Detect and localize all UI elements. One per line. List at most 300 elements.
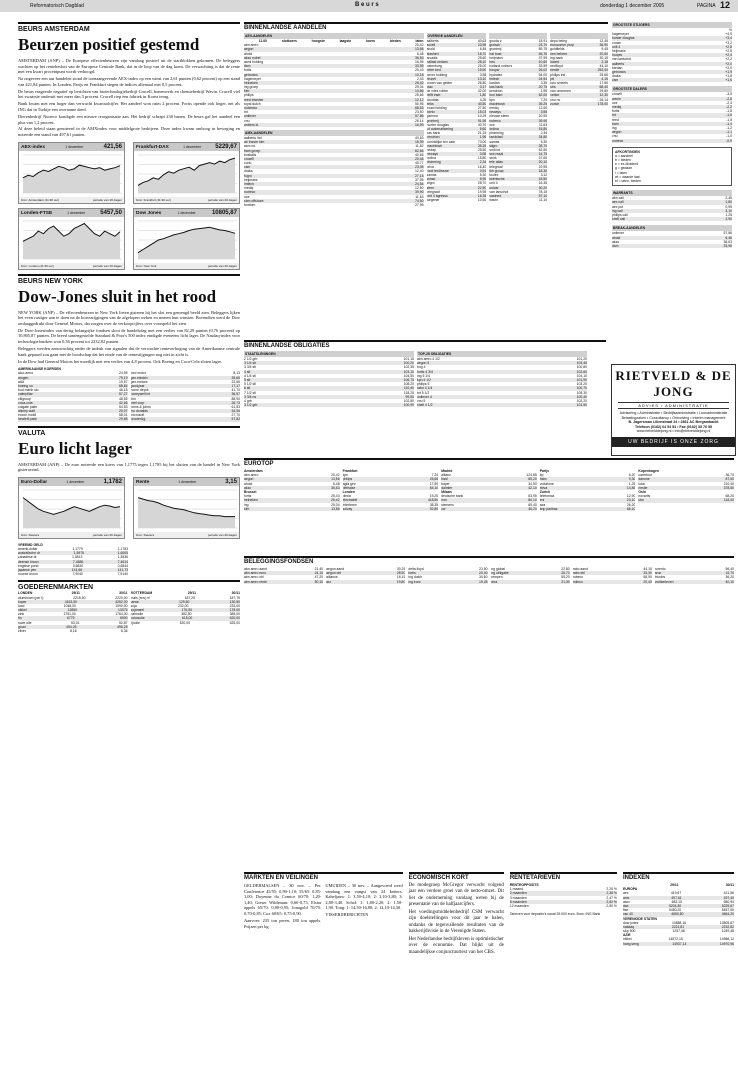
ad-logo: RIETVELD & DE JONG: [615, 368, 732, 399]
overige-stock-row-cell: 178,00: [597, 101, 609, 106]
amx-stock-row-cell: crucell: [244, 156, 254, 161]
amx-stock-row-cell: 11,82: [415, 144, 424, 149]
afkorting-item: wl = waarde laat: [615, 174, 640, 179]
aex-stock-row-cell: 16,99: [415, 122, 424, 127]
goederen-header-cell: 30/11: [119, 591, 128, 596]
index-cell: ascx: [622, 899, 630, 904]
overige-stock-row-cell: kardan: [489, 80, 500, 85]
amx-stock-row-cell: air france klm: [244, 140, 265, 145]
eurotop-cell: 29,04: [331, 502, 340, 507]
staatslening-row-cell: 4 stl: [244, 369, 251, 374]
economisch-paragraph: De modegroep McGregor verwacht volgend jaar een verdere groei van de netto-omzet. Dit liet de onderneming vandaag weten bij de presentatie van de halfjaarcijfers.: [408, 883, 504, 908]
indexen-group-name: VERENIGDE STATEN: [622, 916, 657, 921]
chart-plot: [134, 217, 239, 263]
overige-stock-row-cell: kendrion: [489, 89, 503, 94]
overige-stock-row-cell: macintosh: [489, 101, 505, 106]
eurotop-column: [343, 469, 439, 511]
overige-stock-row-cell: gamma: [426, 114, 438, 119]
daler-row-cell: tnt: [612, 113, 616, 118]
break-title: BREAK-AANDELEN: [612, 225, 732, 231]
chart-area: [138, 158, 235, 193]
eurotop-cell: nestle: [638, 485, 648, 490]
goederen-row-cell: koper: [18, 599, 27, 604]
eurotop-cell: fortis: [244, 494, 252, 499]
fonds-cell: abn amro obl: [244, 575, 264, 580]
amx-stock-row-cell: 62,66: [415, 148, 424, 153]
goederen-tables: [18, 591, 240, 633]
break-row: [612, 244, 732, 248]
chart-footer: [19, 532, 124, 538]
index-chart: [18, 142, 125, 204]
goederen-row-cell: zink: [18, 612, 25, 617]
markten-paragraph: GELDERMALSEN – 30 nov. – Per. Conference 45/55: 0,90-1,10; 55/65: 0,85-1,00; Doyenne du Comice 60/70: 1,20-1,40; Gieser Wildeman: 0,60-0,75; Elstar appels 65/70: 0,80-0,95; Jonagold 70/75: 0,70-0,85; Cox 60/65: 0,75-0,90.: [244, 883, 322, 916]
eurotop-cell: ahold: [244, 481, 253, 486]
fonds-cell: 50,10: [314, 579, 324, 584]
newspaper-name: Reformatorisch Dagblad: [30, 3, 84, 9]
index-cell: 1257,48: [672, 929, 685, 934]
rente-row-cell: 2,62 %: [606, 899, 617, 904]
us-stock-row-cell: bud marth slo: [18, 388, 39, 393]
amx-stock-row-cell: 74,50: [415, 198, 424, 203]
overige-stock-row-cell: 91,95: [477, 118, 487, 123]
afkorting-item: e = ex-dividend: [615, 162, 639, 167]
economisch-paragraph: Het voedingsmiddelenbedrijf CSM verwacht zijn doelstellingen voor dit jaar te halen, ondanks de tegenvallende resultaten van de bakkerijdivisie in de Verenigde Staten.: [408, 910, 504, 935]
amsterdam-paragraph: Al deze beleid staan genoteerd in de AMXindex voor middelgrote bedrijven. Deze index kwam omhoog in beweging en noteerde een stand van 497,61 punten.: [18, 126, 240, 138]
eurotop-cell: telefonica: [539, 494, 555, 499]
eurotop-cell: philips: [342, 477, 353, 482]
overige-stock-row-cell: beter bed: [426, 68, 441, 73]
us-stock-row-cell: coca-cola: [18, 400, 33, 405]
top25-row-cell: bng 4: [417, 365, 426, 370]
goederen-header-cell: 29/11: [71, 591, 80, 596]
goederen-row-cell: 6775: [67, 616, 75, 621]
fonds-cell: abn amro rente: [244, 579, 267, 584]
fonds-cell: rabo aand: [572, 567, 588, 571]
fonds-cell: 30,25: [396, 567, 406, 571]
fonds-cell: 24,15: [314, 571, 324, 576]
index-cell: 14872,15: [668, 937, 683, 942]
overige-stock-row-cell: van ommeren: [550, 89, 571, 94]
fonds-cell: triodos: [654, 575, 666, 580]
overige-stock-row-cell: 2,34: [479, 160, 487, 165]
aex-header-cell: laagste: [339, 39, 352, 43]
overige-stock-row-cell: 4,25: [479, 97, 487, 102]
daler-row-cell: bam: [612, 121, 619, 126]
amx-stock-row-cell: oce: [244, 194, 250, 199]
obligaties-title: BINNENLANDSE OBLIGATIES: [244, 340, 606, 349]
aex-stock-row-cell: 23,50: [415, 110, 424, 115]
overige-stock-row-cell: brunel: [426, 76, 436, 81]
indexen-header-cell: 29/11: [670, 883, 679, 887]
amerikaanse-col-2: [131, 371, 241, 421]
page-label: PAGINA: [697, 3, 716, 9]
overige-stock-row-cell: 25,66: [599, 72, 609, 77]
aex-stock-row-cell: klm: [244, 89, 250, 94]
aex-stock-row-cell: 50,95: [415, 101, 424, 106]
markten-paragraph: VISSERIJBERICHTEN: [325, 912, 369, 918]
eurotop-cell: 23,10: [626, 498, 636, 503]
amx-stock-row-cell: mediq: [244, 186, 254, 191]
eurotop-city: Amsterdam: [244, 469, 263, 473]
overige-stock-row-cell: 30,15: [599, 55, 609, 60]
fonds-cell: 20,40: [479, 571, 488, 576]
eurotop-block: [244, 458, 734, 511]
overige-stock-row-cell: 11,10: [538, 198, 548, 203]
overige-stock-row: [550, 102, 608, 106]
eurotop-cell: 80,10: [528, 498, 537, 503]
aex-stock-row-cell: 25,66: [415, 93, 424, 98]
aex-stock-row-cell: 33,95: [415, 64, 424, 69]
fonds-row: [244, 580, 323, 584]
amx-stock-row-cell: 20,46: [415, 156, 424, 161]
eurotop-cell: deutsche bank: [441, 494, 464, 499]
fonds-cell: snsr: [654, 571, 662, 576]
vreemd-geld-row-cell: amerik.dollar: [18, 547, 38, 551]
chart-title-bar: [134, 478, 239, 486]
vreemd-geld-table: [18, 543, 240, 577]
goederen-row-cell: kokosolie: [130, 616, 145, 621]
eurotop-cell: 20,42: [331, 473, 340, 478]
goederen-row-cell: 129,50: [179, 599, 190, 604]
index-cell: ftse: [622, 908, 629, 913]
amx-stock-row-cell: 11,63: [415, 194, 424, 199]
eurotop-cell: aegon: [244, 477, 254, 482]
eurotop-cell: daimler: [441, 485, 453, 490]
staatslening-row-cell: 3 1/2 grb: [244, 403, 258, 408]
overige-stock-row-cell: 3,17: [479, 85, 487, 90]
overige-aandelen-label: OVERIGE AANDELEN: [427, 33, 487, 39]
stijger-row-cell: +1,8: [725, 74, 732, 79]
overige-stock-row-cell: nedap: [426, 147, 436, 152]
aex-stock-row-cell: 6,48: [416, 51, 424, 56]
overige-stock-row-cell: depo beleg: [550, 39, 567, 43]
fonds-cell: abn amro euro: [244, 571, 267, 576]
stijger-row-cell: +1,9: [725, 69, 732, 74]
overige-stock-row-cell: roto smeets: [550, 80, 568, 85]
top25-row-cell: 103,20: [576, 382, 587, 387]
goederen-row-cell: 233,00: [229, 603, 240, 608]
overige-stock-row-cell: 10,25: [477, 114, 487, 119]
newyork-paragraph: Beleggers werden zenuwachtig onder de indruk van signalen dat de verwachte renteverhoging van de Amerikaanse centrale bank gepaard zou gaan met de boodschap dat het einde van de rentestijgingen nog niet in zicht is.: [18, 346, 240, 357]
overige-stock-row-cell: 20,10: [538, 160, 548, 165]
overige-stock-row-cell: 34,80: [538, 135, 548, 140]
rente-row-cell: 1 maand: [509, 887, 524, 892]
chart-title: Euro-Dollar: [21, 479, 48, 485]
us-stock-row-cell: 48,55: [119, 396, 128, 401]
vreemd-geld-row-cell: japanse yen: [18, 567, 37, 572]
index-cell: hang seng: [622, 941, 639, 946]
stijger-row-cell: +4,9: [725, 32, 732, 37]
top25-row-cell: rabo 4 1/4: [417, 386, 433, 391]
aex-stock-row-cell: 20,42: [415, 43, 424, 48]
chart-footer: [134, 263, 239, 269]
us-stock-row-cell: 46,18: [119, 388, 128, 393]
us-stock-row-cell: 58,01: [119, 413, 128, 418]
eurotop-cell: 14,85: [626, 485, 636, 490]
top25-row-cell: vnu 5: [417, 398, 426, 403]
fonds-cell: asr: [326, 579, 331, 584]
fonds-cell: 22,80: [561, 567, 570, 571]
indexen-group-name: EUROPA: [622, 887, 638, 892]
fonds-cell: 44,15: [643, 567, 652, 571]
amx-aandelen-label: AMX-AANDELEN: [244, 130, 424, 136]
fonds-row: [655, 580, 734, 584]
stijger-row-cell: kardan: [612, 65, 623, 70]
eurotop-cell: 26,20: [626, 502, 636, 507]
top25-row-cell: unilever 4: [417, 394, 432, 399]
daler-row: [612, 139, 732, 143]
us-stock-row-cell: gen.motors: [130, 379, 148, 384]
overige-stock-row-cell: 39,90: [538, 118, 548, 123]
break-row-cell: dsm: [612, 243, 619, 248]
overige-stock-row-cell: vastned: [489, 193, 502, 198]
staatslening-row-cell: 7 1/2 stl: [244, 390, 256, 395]
top25-row-cell: 101,50: [576, 403, 587, 408]
vreemd-geld-row-cell: deense kroon: [18, 559, 39, 564]
eurotop-cell: 17,50: [429, 481, 439, 486]
amx-stock-row-cell: asm int.: [244, 144, 256, 149]
amsterdam-section-label: BEURS AMSTERDAM: [18, 22, 240, 33]
goederen-row-cell: 615,00: [181, 616, 193, 621]
index-cell: cac 40: [622, 912, 633, 917]
overige-stock-row-cell: tkh group: [489, 168, 504, 173]
aex-stock-row-cell: wolters kl.: [244, 122, 260, 127]
overige-stock-row-cell: vnu nv: [550, 97, 561, 102]
break-row-cell: 36,63: [723, 239, 732, 244]
overige-stock-row-cell: samas: [489, 139, 500, 144]
index-cell: 14937,14: [672, 941, 687, 946]
rente-note: Tarieven voor deposito's vanaf 25.000 euro. Bron: ING Bank: [509, 912, 601, 917]
eurotop-cell: 46,20: [528, 506, 537, 511]
rente-row-cell: 6 maanden: [509, 899, 527, 904]
aex-stock-row-cell: 13,56: [415, 47, 424, 52]
staatslening-row-cell: 5 1/2 stl: [244, 382, 256, 387]
overige-stock-row-cell: smit int.: [489, 147, 502, 152]
overige-stock-row-cell: 37,95: [538, 55, 548, 60]
staatslening-row-cell: 3 3/4 ns: [244, 394, 257, 399]
eurotop-cell: vodafone: [539, 481, 554, 486]
vreemd-geld-row-cell: 1,1783: [117, 547, 128, 551]
overige-stock-row-cell: kpn: [489, 97, 495, 102]
stijgers-column: [612, 22, 732, 248]
index-cell: 14986,12: [719, 937, 734, 942]
left-column: [18, 18, 240, 633]
rente-row-cell: 2,80 %: [606, 903, 617, 908]
goederen-row-cell: zilver: [18, 629, 26, 633]
rente-block: [510, 872, 617, 958]
overige-stock-row-cell: 12,45: [599, 39, 609, 43]
rente-sub: RENTEOPPOSITS: [509, 883, 539, 887]
eurotop-cell: 25,43: [331, 494, 340, 499]
overige-stock-row-cell: 32,00: [477, 89, 487, 94]
top25-row-cell: abn amro 4 1/2: [417, 357, 440, 361]
vreemd-geld-row-cell: 7,9140: [117, 572, 128, 577]
us-stock-row-cell: 54,53: [119, 404, 128, 409]
daler-row-cell: -3,5: [726, 92, 732, 97]
amerikaanse-koersen-table: [18, 367, 240, 421]
us-stock-row-cell: ford motor: [130, 371, 146, 376]
obligaties-block: [244, 340, 606, 407]
eurotop-city: Frankfurt: [342, 469, 358, 473]
overige-stock-row-cell: 18,30: [538, 168, 548, 173]
overige-stock-row-cell: 40,70: [477, 122, 487, 127]
aex-stock-row-cell: 26,42: [415, 80, 424, 85]
overige-stock-row-cell: hal trust: [489, 51, 502, 56]
overige-stock-row-cell: 28,70: [477, 181, 487, 186]
aex-stock-row-cell: rodamco: [244, 106, 258, 110]
overige-stock-row-cell: 15,03: [477, 110, 487, 115]
aex-stock-row-cell: 10,18: [415, 72, 424, 77]
header-date: donderdag 1 december 2005: [600, 3, 665, 9]
index-cell: 10805,87: [719, 920, 734, 925]
daler-row-cell: -0,9: [726, 138, 732, 143]
overige-stock-row-cell: univar: [489, 185, 499, 190]
stijger-row-cell: +2,0: [725, 61, 732, 66]
amx-stock-row-cell: corio: [244, 161, 252, 166]
fonds-cell: ing obligatie: [490, 571, 509, 576]
fonds-cell: 47,20: [314, 575, 324, 580]
us-stock-row-cell: procter&g.: [130, 417, 147, 422]
aex-header-cell: bieden: [389, 39, 401, 43]
index-cell: 680,90: [723, 899, 734, 904]
index-charts-top: [18, 142, 240, 204]
overige-stock-row-cell: kon bam: [489, 93, 503, 98]
us-stock-row-cell: 27,70: [231, 413, 240, 418]
amx-stock-row-cell: aalberts ind.: [244, 135, 263, 140]
fonds-column: [244, 567, 323, 584]
amx-stock-row-cell: 15,99: [415, 140, 424, 145]
overige-stock-row-cell: 7,20: [540, 97, 548, 102]
daler-row-cell: fortis: [612, 109, 620, 114]
overige-stock-row-cell: van lanschot: [489, 189, 509, 194]
fonds-cell: 21,40: [314, 567, 324, 571]
overige-stock-row-cell: 18,50: [538, 177, 548, 182]
overige-stock-row-cell: 2,34: [540, 131, 548, 136]
eurotop-cell: novartis: [638, 494, 651, 499]
overige-stock-row-cell: neways: [489, 110, 501, 115]
staatslening-row-cell: 101,15: [403, 357, 414, 361]
aex-stock-row-cell: unilever: [244, 114, 256, 119]
daler-row-cell: -1,8: [726, 109, 732, 114]
aex-stock-row-cell: tnt: [244, 110, 248, 115]
fonds-cell: fortis: [408, 571, 416, 576]
markten-title: MARKTEN EN VEILINGEN: [244, 872, 403, 881]
stijger-row-cell: +2,5: [725, 48, 732, 53]
aex-header-cell: slotkoers: [281, 39, 297, 43]
goederen-row-cell: goud: [18, 624, 26, 629]
overige-stock-row-cell: ballast nedam: [426, 59, 448, 64]
overige-stock-row-cell: 5,60: [479, 126, 487, 131]
chart-title-bar: [134, 209, 239, 217]
index-cell: 683,15: [671, 899, 682, 904]
stijgers-unit: %: [728, 28, 732, 32]
amx-stock-row-cell: tomtom: [244, 202, 256, 207]
afkorting-item: a = aandeel: [615, 153, 633, 158]
staatslening-row-cell: 4 1/4 stl: [244, 373, 256, 378]
chart-footer: [19, 263, 124, 269]
vreemd-geld-title: VREEMD GELD: [18, 542, 43, 547]
amx-stock-row-cell: imtech: [244, 182, 254, 186]
overige-stock-row-cell: 37,60: [538, 156, 548, 161]
top25-row-cell: 100,40: [576, 394, 587, 399]
staatslening-row-cell: 118,25: [403, 390, 414, 395]
overige-stock-row-cell: 26,02: [538, 68, 548, 73]
chart-value: 1,1782: [103, 478, 122, 485]
overige-stock-row-cell: 3,98: [540, 110, 548, 115]
goederen-row-cell: 8,16: [70, 629, 77, 633]
aex-stock-row-cell: 12,12: [415, 97, 424, 102]
us-stock-row-cell: 8,13: [233, 371, 240, 376]
overige-stock-row-cell: 27,50: [477, 106, 487, 110]
us-stock-row-cell: 57,82: [231, 417, 240, 422]
amsterdam-paragraph: Dierenbedrijf Nutreco kondigde een nieuwe reorganisatie aan. Het bedrijf schrapt 230 banen. De beurs gaf het aandeel een plus van 1,2 procent.: [18, 113, 240, 125]
aex-stock-row-cell: asml holding: [244, 59, 264, 64]
fonds-cell: 36,20: [725, 575, 735, 580]
rietveld-advertisement: [611, 364, 736, 456]
overige-stock-row-cell: 0,51: [479, 168, 487, 173]
goederen-header-cell: LONDEN: [18, 591, 33, 596]
chart-title-bar: [19, 478, 124, 486]
rente-row-cell: 2,38 %: [606, 891, 617, 896]
us-stock-row-cell: 22,56: [231, 379, 240, 384]
goederen-row-cell: 2220,00: [115, 595, 128, 600]
fonds-row: [408, 580, 487, 584]
chart-title: Londen-FTSE: [21, 210, 53, 216]
goederen-row-cell: aluminium (per t): [18, 595, 44, 600]
chart-date: 1 december: [177, 210, 196, 215]
us-stock-row-cell: 41,70: [231, 388, 240, 393]
index-cell: 5450,20: [668, 908, 682, 913]
eurotop-cell: bnp paribas: [539, 506, 558, 511]
index-cell: 497,61: [671, 895, 682, 900]
top25-row-cell: 105,30: [576, 390, 587, 395]
overige-stock-row-cell: 54,00: [538, 72, 548, 77]
us-stock-row-cell: 36,57: [231, 392, 240, 397]
eurotop-city: Parijs: [539, 469, 550, 473]
stijger-row-cell: +2,0: [725, 65, 732, 70]
overige-stock-row-cell: 23,70: [538, 43, 548, 48]
eurotop-row: [540, 507, 636, 511]
us-stock-row-cell: 29,68: [119, 417, 128, 422]
index-cell: 4650,80: [671, 912, 684, 917]
eurotop-cell: interbrew: [342, 502, 357, 507]
overige-stock-row-cell: 40,63: [477, 39, 487, 43]
overige-stock-row-cell: telegraaf: [489, 164, 503, 169]
us-stock-row-cell: goodyear: [130, 383, 145, 388]
eurotop-city: Londen: [342, 489, 355, 494]
stijger-row-cell: heijmans: [612, 48, 626, 53]
overige-stock-row-cell: grontmij: [426, 118, 439, 123]
chart-footer: [19, 197, 124, 203]
aex-aandelen-label: AEX-AANDELEN: [244, 33, 424, 39]
top25-row-cell: 103,45: [576, 361, 587, 366]
aex-stock-row-cell: ahold: [244, 51, 253, 56]
fonds-cell: 55,20: [561, 575, 570, 580]
eurotop-cell: 92,80: [429, 506, 439, 511]
overige-stock-row-cell: hes beheer: [550, 51, 568, 56]
fonds-column: [408, 567, 487, 584]
eurotop-cell: akzo: [244, 485, 252, 490]
chart-date: 1 december: [183, 144, 201, 149]
chart-title-bar: [19, 143, 124, 151]
break-row-cell: 33,95: [723, 243, 732, 248]
chart-title-bar: [134, 143, 239, 151]
valuta-article: AMSTERDAM (ANP) – De euro noteerde een koers van 1,1775 tegen 1,1785 bij het sluiten van de handel in New York gisteravond.: [18, 461, 240, 473]
aex-stock-row-cell: 16,95: [415, 59, 424, 64]
rente-row: [510, 904, 617, 908]
eurotop-cell: carrefour: [638, 473, 652, 478]
overige-stock-row-cell: nieuwe steen: [489, 114, 510, 119]
